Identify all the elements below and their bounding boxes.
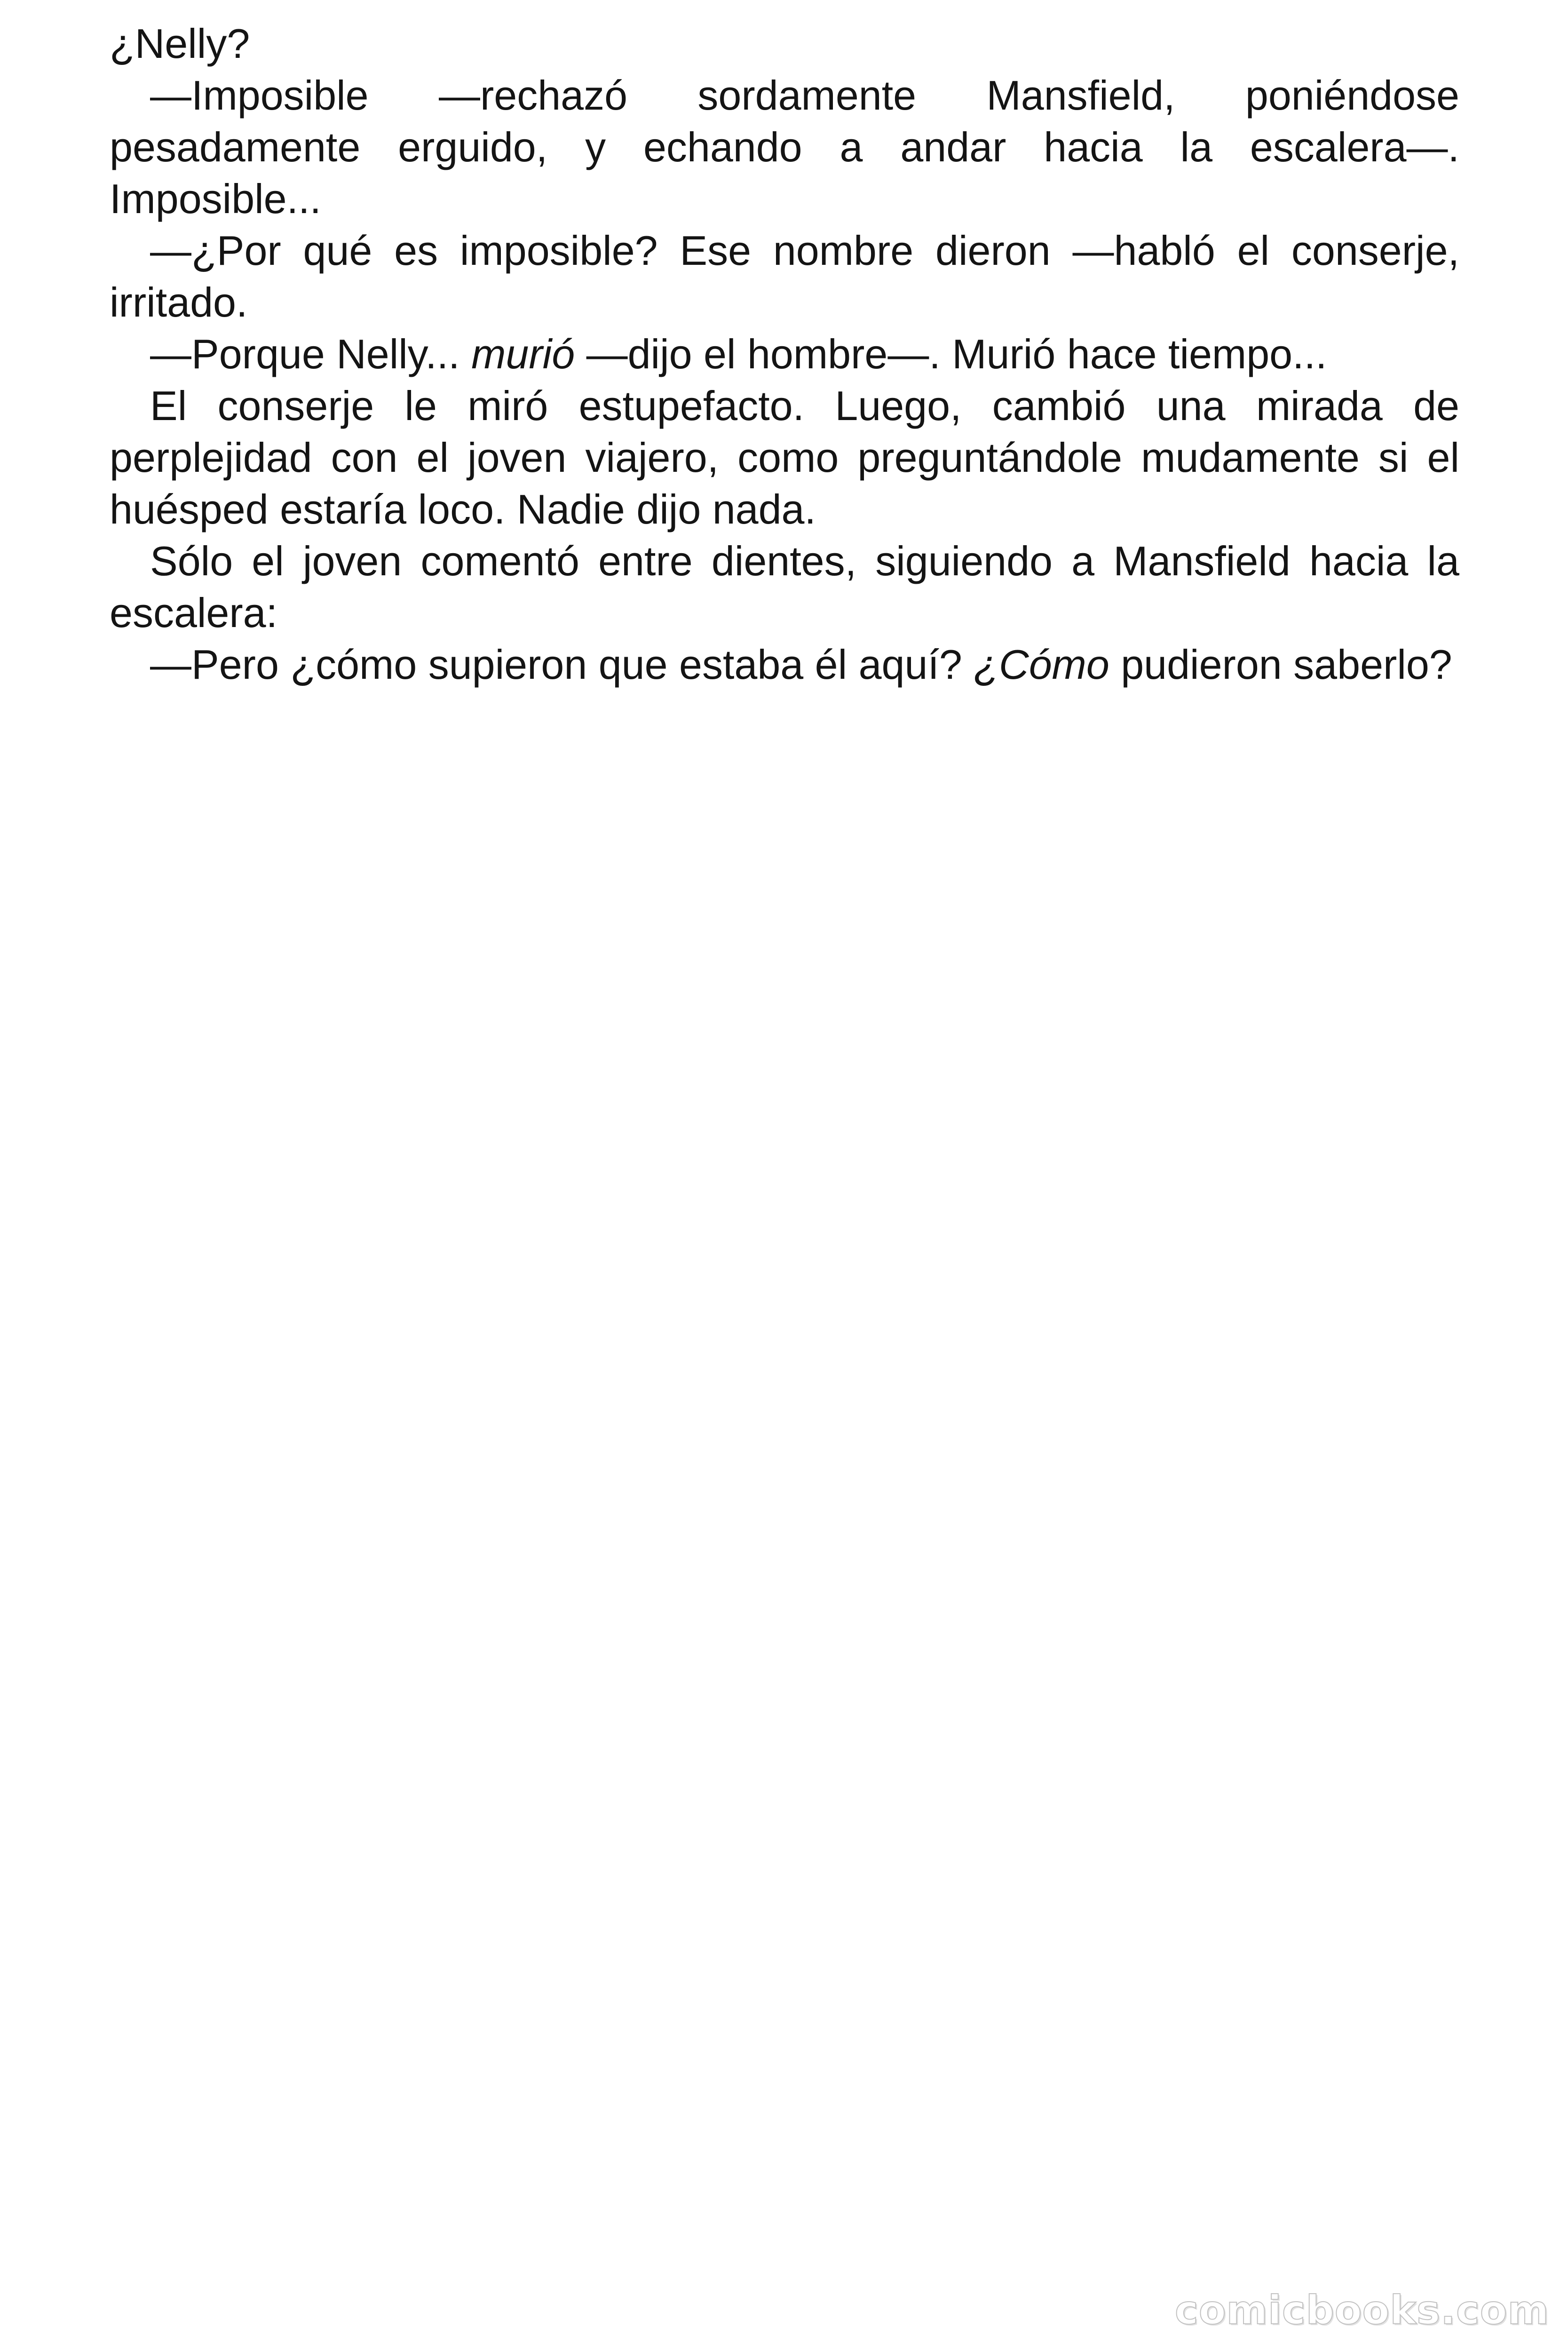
paragraph-nelly-question — [110, 18, 1459, 70]
paragraph-conserje — [110, 380, 1459, 535]
paragraph-imposible — [110, 70, 1459, 225]
text-segment: —dijo el hombre—. Murió hace tiempo... — [575, 331, 1327, 377]
paragraph-porque-nelly — [110, 328, 1459, 380]
text-segment: —Porque Nelly... — [150, 331, 472, 377]
italic-text-segment: murió — [471, 331, 575, 377]
text-segment: El conserje le miró estupefacto. Luego, cambió una mirada de perplejidad con el joven viajero, como preguntándole mudamente si el huésped estaría loco. Nadie dijo nada. — [110, 382, 1459, 532]
paragraph-pero-como — [110, 639, 1459, 691]
watermark-logo: comicbooks.com — [1175, 2287, 1549, 2333]
text-segment: —Pero ¿cómo supieron que estaba él aquí? — [150, 641, 974, 688]
body-text — [110, 18, 1459, 691]
text-segment: Sólo el joven comentó entre dientes, siguiendo a Mansfield hacia la escalera: — [110, 538, 1459, 636]
paragraph-por-que — [110, 225, 1459, 328]
text-segment: pudieron saberlo? — [1109, 641, 1452, 688]
text-segment: —¿Por qué es imposible? Ese nombre dieron —habló el conserje, irritado. — [110, 227, 1459, 326]
text-segment: ¿Nelly? — [110, 20, 250, 67]
paragraph-solo-el-joven — [110, 535, 1459, 639]
text-segment: —Imposible —rechazó sordamente Mansfield, poniéndose pesadamente erguido, y echando a andar hacia la escalera—. Imposible... — [110, 72, 1459, 222]
italic-text-segment: ¿Cómo — [974, 641, 1109, 688]
